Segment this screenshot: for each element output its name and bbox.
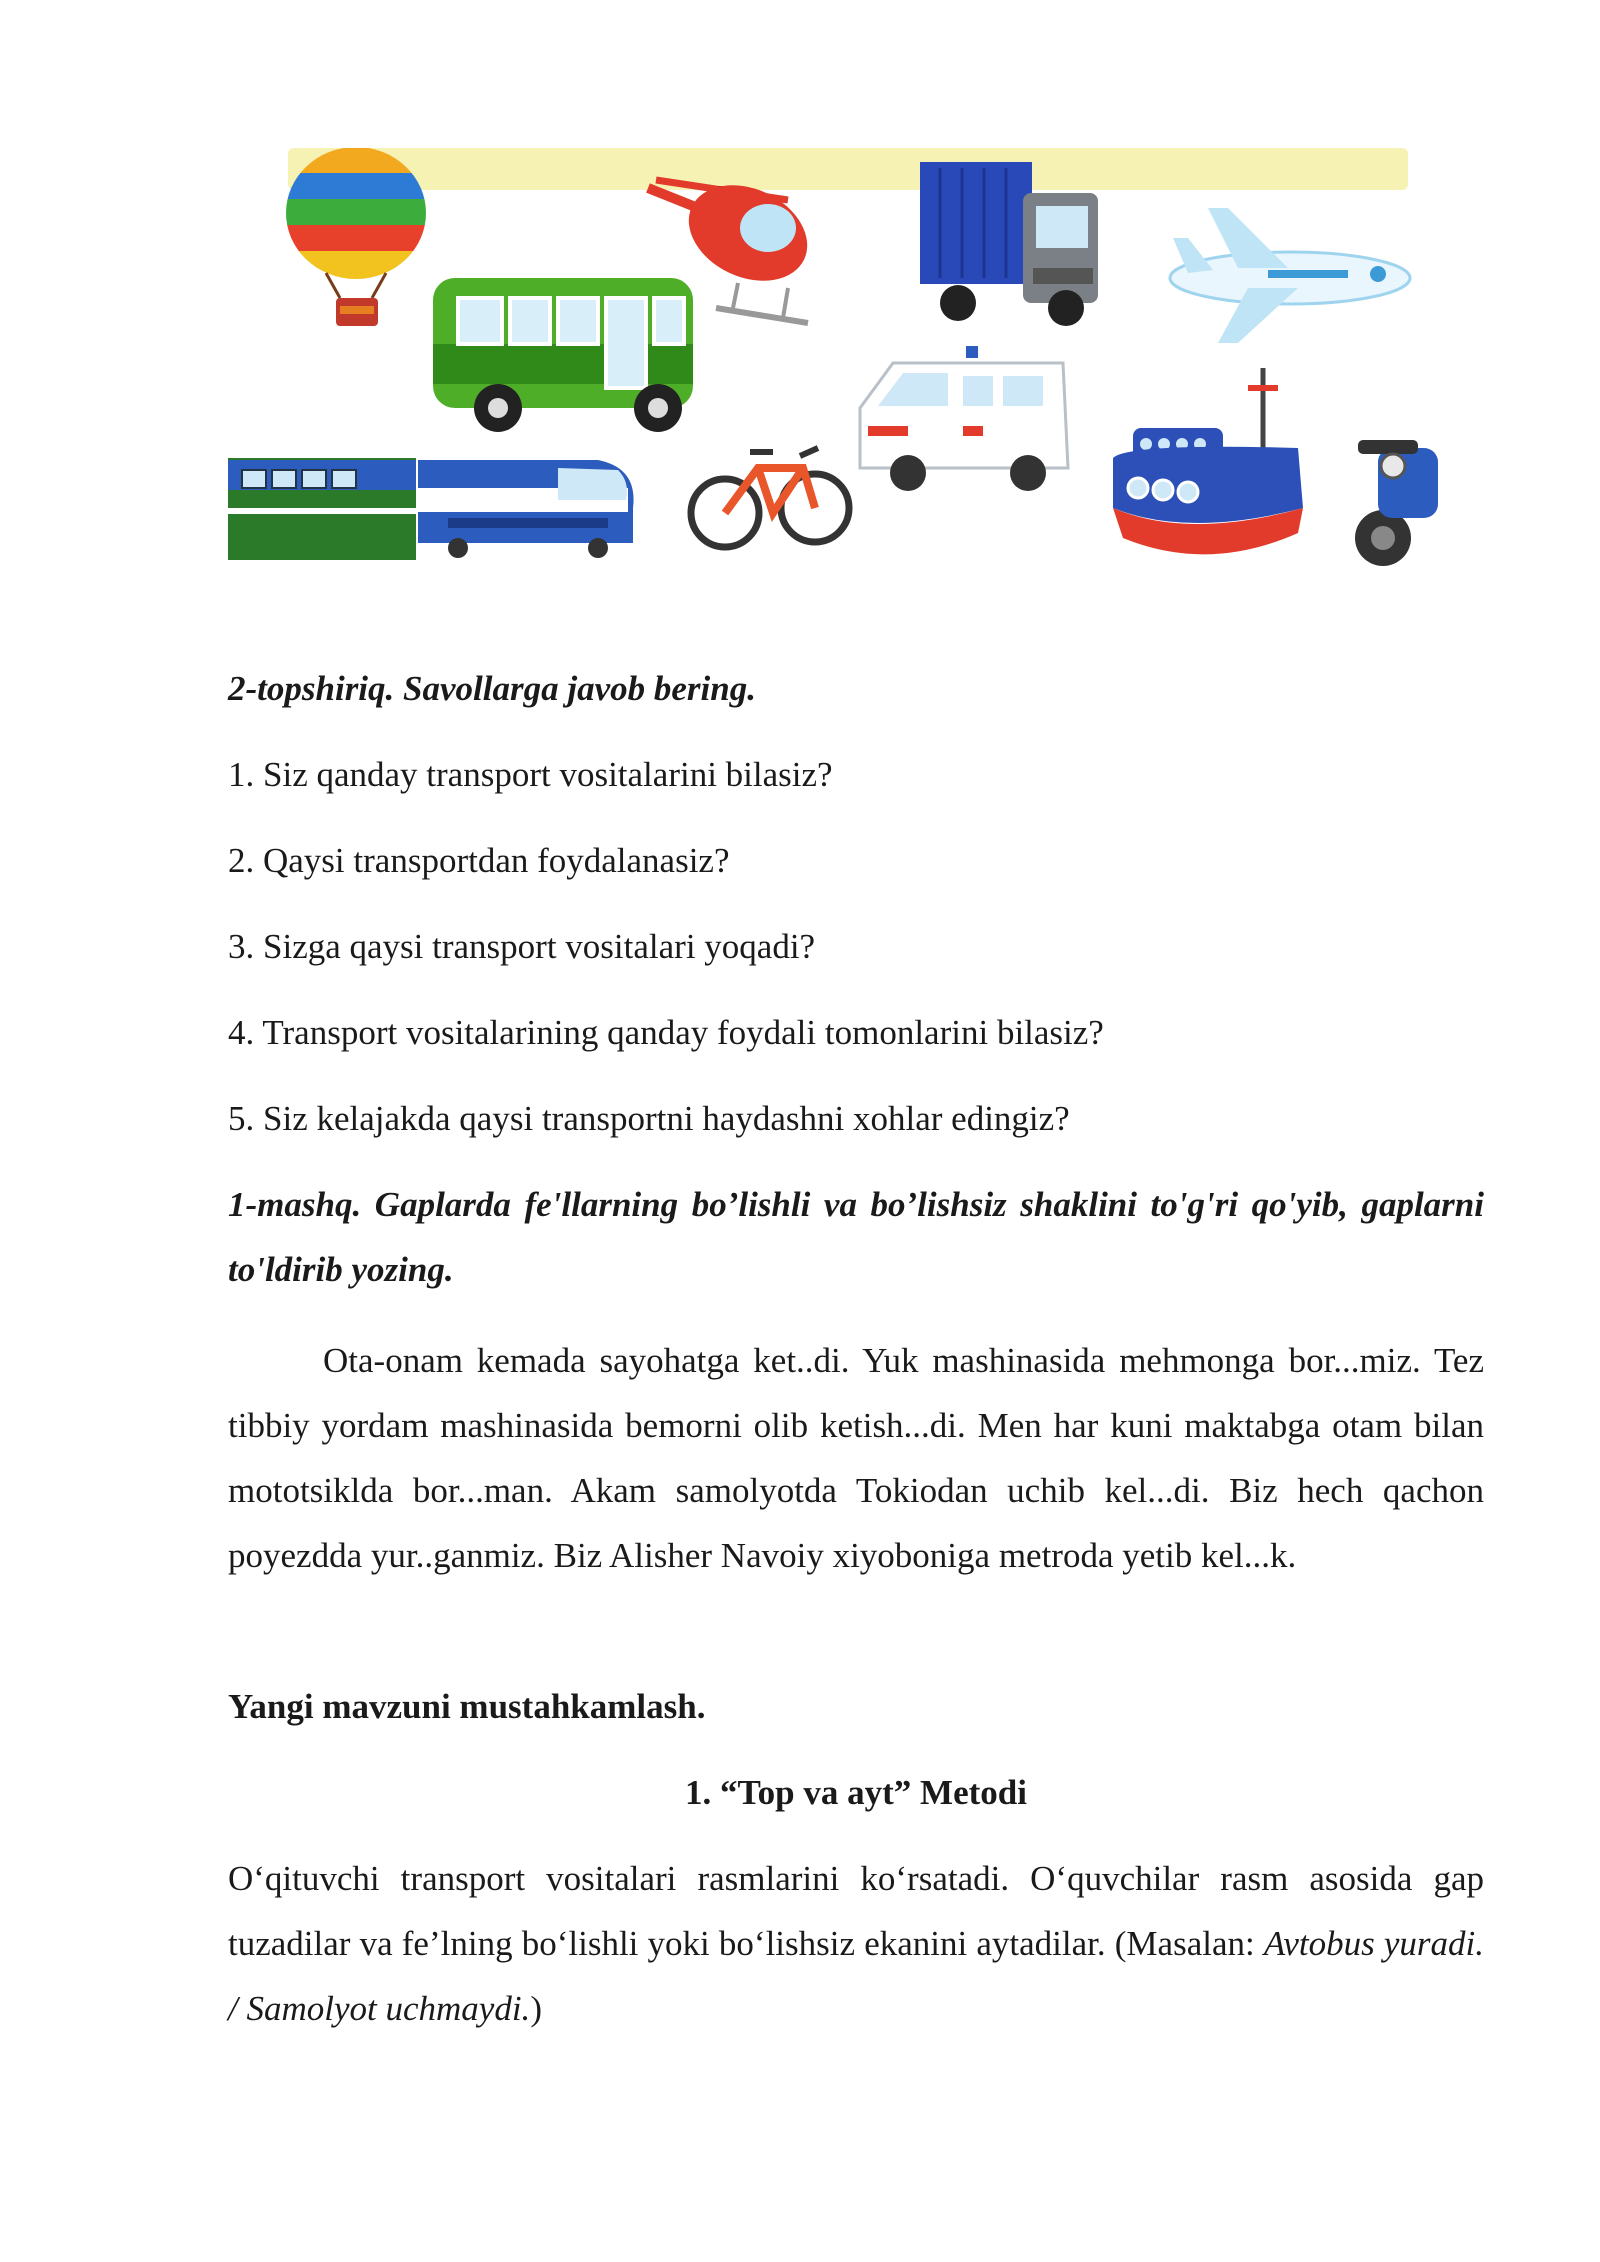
exercise-1-text: Ota-onam kemada sayohatga ket..di. Yuk mashinasida mehmonga bor...miz. Tez tibbiy yordam mashinasida bemorni olib ketish...di. Men har kuni maktabga otam bilan mototsiklda bor...man. Akam samolyotda Tokiodan uchib kel...di. Biz hech qachon poyezdda yur..ganmiz. Biz Alisher Navoiy xiyoboniga metroda yetib kel...k.	[228, 1341, 1484, 1575]
exercise-1-title: 1-mashq. Gaplarda fe'llarning bo’lishli va bo’lishsiz shaklini to'g'ri qo'yib, gaplarni to'ldirib yozing.	[228, 1185, 1484, 1289]
section-title: Yangi mavzuni mustahkamlash.	[228, 1687, 706, 1726]
airplane-icon	[1170, 208, 1410, 343]
motorcycle-icon	[1355, 440, 1438, 566]
task-2-title: 2-topshiriq. Savollarga javob bering.	[228, 669, 756, 708]
method-text-main: O‘qituvchi transport vositalari rasmlarini ko‘rsatadi. O‘quvchilar rasm asosida gap tuzadilar va fe’lning bo‘lishli yoki bo‘lishsiz ekanini aytadilar. (Masalan:	[228, 1859, 1484, 1963]
method-title: 1. “Top va ayt” Metodi	[685, 1773, 1027, 1812]
question-2: 2. Qaysi transportdan foydalanasiz?	[228, 841, 730, 880]
bicycle-icon	[691, 448, 849, 547]
train-icon	[228, 458, 634, 591]
bus-icon	[433, 278, 693, 432]
question-5: 5. Siz kelajakda qaysi transportni haydashni xohlar edingiz?	[228, 1099, 1070, 1138]
question-1: 1. Siz qanday transport vositalarini bilasiz?	[228, 755, 833, 794]
method-description	[228, 1846, 1484, 2041]
ambulance-icon	[860, 346, 1068, 491]
transport-illustration	[228, 148, 1444, 618]
ship-icon	[1113, 368, 1303, 554]
method-example: Avtobus yuradi. / Samolyot uchmaydi.	[228, 1924, 1484, 2028]
question-4: 4. Transport vositalarining qanday foydali tomonlarini bilasiz?	[228, 1013, 1104, 1052]
method-text-end: )	[530, 1989, 542, 2028]
question-3: 3. Sizga qaysi transport vositalari yoqadi?	[228, 927, 816, 966]
train-number: 20	[302, 558, 342, 591]
